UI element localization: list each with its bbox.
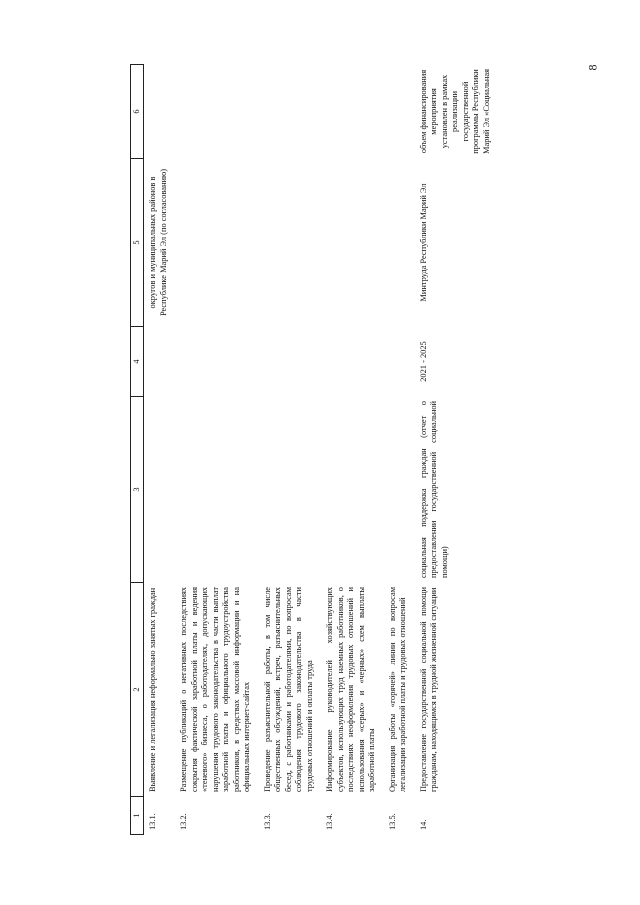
row-source bbox=[384, 65, 415, 159]
row-result bbox=[259, 397, 322, 583]
row-result bbox=[384, 397, 415, 583]
col-header-5: 5 bbox=[131, 159, 144, 327]
measures-table bbox=[130, 64, 498, 835]
row-period bbox=[259, 327, 322, 397]
row-executor bbox=[259, 159, 322, 327]
row-result bbox=[175, 397, 259, 583]
row-action: Предоставление государственной социальной помощи гражданам, находящимся в трудной жизненной ситуации bbox=[418, 587, 438, 792]
row-source bbox=[321, 65, 384, 159]
row-result bbox=[144, 397, 176, 583]
col-header-2: 2 bbox=[131, 583, 144, 797]
table-row bbox=[175, 65, 259, 835]
table-row bbox=[144, 65, 176, 835]
row-number: 13.3. bbox=[262, 813, 272, 830]
col-header-1: 1 bbox=[131, 797, 144, 835]
table-row bbox=[384, 65, 415, 835]
row-source bbox=[175, 65, 259, 159]
row-period bbox=[384, 327, 415, 397]
row-source: объем финансирования мероприятия установлен в рамках реализации государственной программы Республики Марий Эл «Социальная bbox=[418, 69, 491, 154]
row-result: социальная поддержка граждан (отчет о предоставлении государственной социальной помощи) bbox=[418, 401, 449, 578]
row-number: 14. bbox=[418, 819, 428, 830]
row-source bbox=[259, 65, 322, 159]
row-executor: округов и муниципальных районов в Республике Марий Эл (по согласованию) bbox=[148, 168, 168, 317]
col-header-6: 6 bbox=[131, 65, 144, 159]
row-number: 13.1. bbox=[148, 813, 157, 830]
row-action: Проведение разъяснительной работы, в том числе общественных обсуждений, встреч, разъяснительных бесед, с работниками и работодателями, по вопросам соблюдения трудового законодательства в части трудовых отношений и оплаты труда bbox=[262, 587, 314, 792]
rotated-page-content bbox=[130, 65, 610, 835]
table-row bbox=[321, 65, 384, 835]
row-action: Организация работы «горячей» линии по вопросам легализации заработной платы и трудовых отношений bbox=[387, 587, 407, 792]
row-executor bbox=[384, 159, 415, 327]
row-executor: Минтруда Республики Марий Эл bbox=[418, 183, 428, 302]
row-number: 13.2. bbox=[179, 813, 188, 830]
row-action: Информирование руководителей хозяйствующих субъектов, использующих труд наемных работников, о последствиях неоформления трудовых отношений и использования «серых» и «черных» схем выплаты заработной платы bbox=[325, 587, 376, 792]
col-header-3: 3 bbox=[131, 397, 144, 583]
row-result bbox=[321, 397, 384, 583]
row-executor bbox=[175, 159, 259, 327]
row-period bbox=[175, 327, 259, 397]
table-row bbox=[259, 65, 322, 835]
row-period bbox=[144, 327, 176, 397]
row-action: Размещение публикаций о негативных последствиях сокрытия фактической заработной платы и ведения «теневого» бизнеса, о работодателях, допускающих нарушения трудового законодательства в части выплат заработной платы и официального трудоустройства работников, в средствах массовой информации и на официальных интернет-сайтах bbox=[179, 587, 251, 792]
row-executor bbox=[321, 159, 384, 327]
row-action: Выявление и легализация неформально занятых граждан bbox=[148, 587, 157, 792]
row-source bbox=[144, 65, 176, 159]
col-header-4: 4 bbox=[131, 327, 144, 397]
row-period: 2021 - 2025 bbox=[418, 341, 428, 382]
row-number: 13.5. bbox=[387, 813, 397, 830]
table-header-row bbox=[131, 65, 144, 835]
table-row bbox=[415, 65, 499, 835]
row-period bbox=[321, 327, 384, 397]
row-number: 13.4. bbox=[325, 813, 334, 830]
page-number: 8 bbox=[585, 64, 600, 71]
